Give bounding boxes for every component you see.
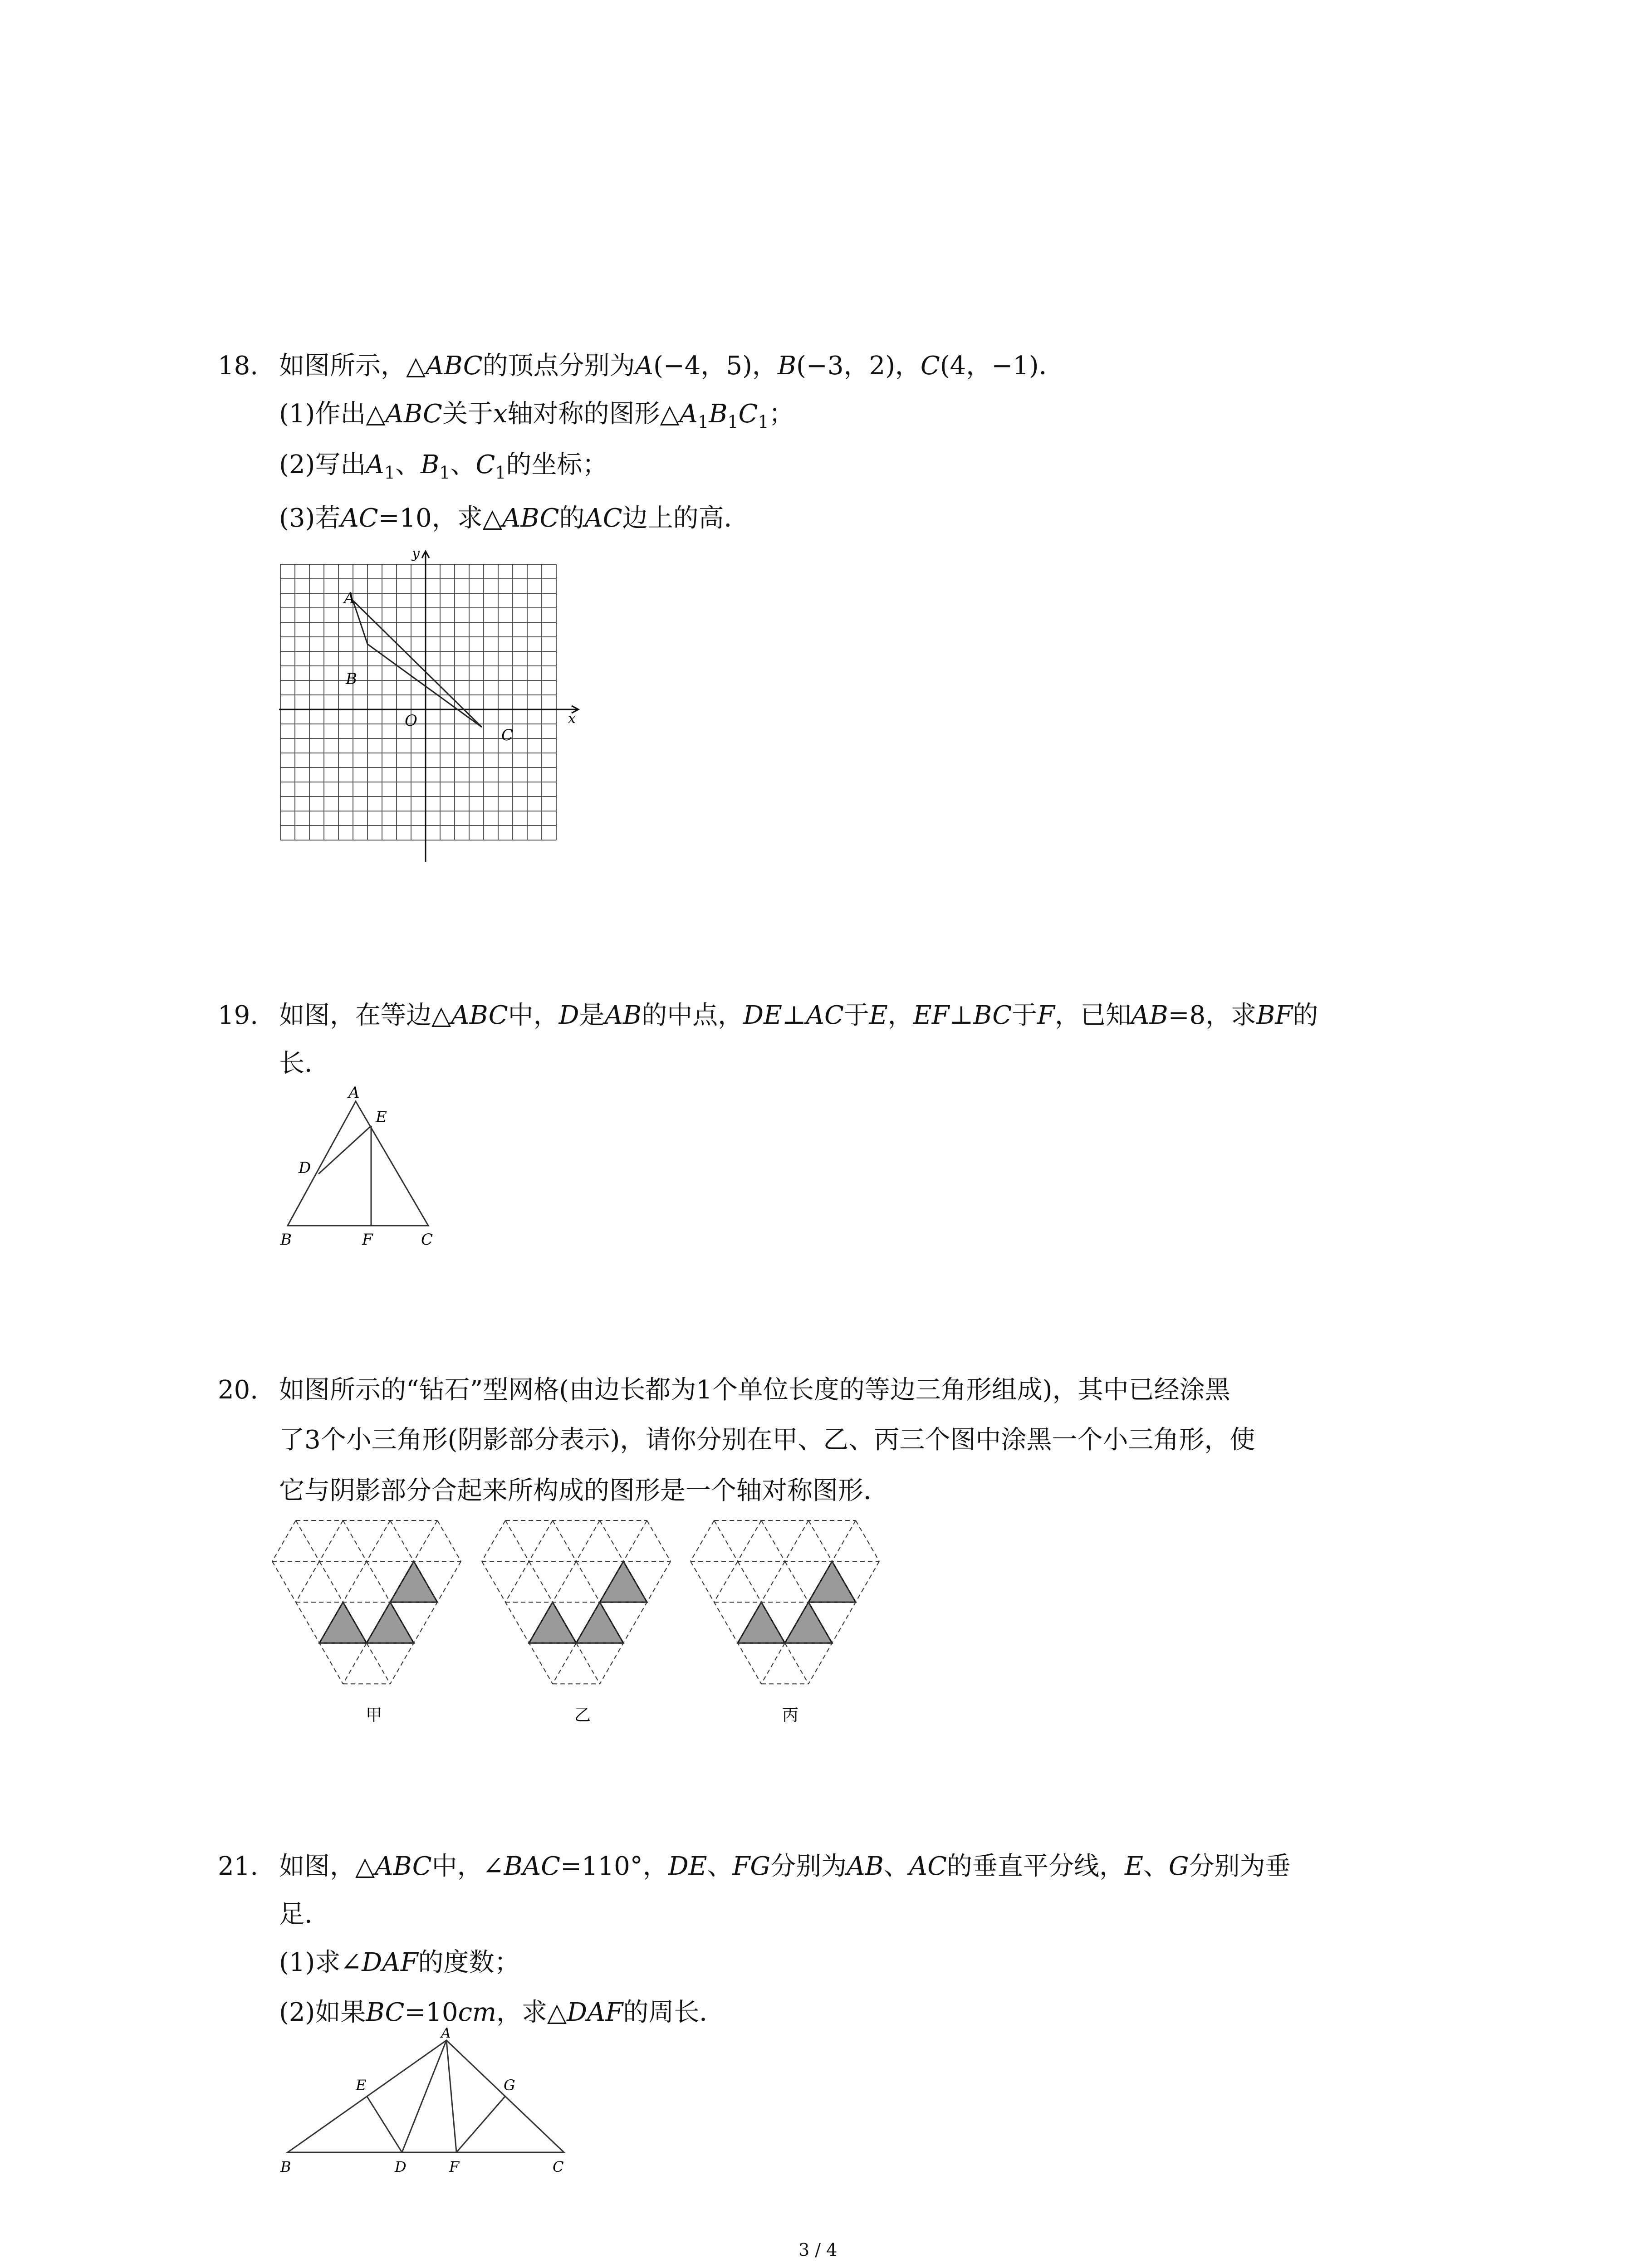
shaded-triangle-2-2 (785, 1602, 832, 1643)
q18-part2: (2)写出$A_1$、$B_1$、$C_1$的坐标； (279, 450, 608, 483)
q21-line1: 如图，△ABC中，∠BAC=110°，DE、FG分别为AB、AC的垂直平分线，E、G分别为垂 (279, 1852, 1291, 1881)
label-x: x (568, 711, 576, 727)
grid-dashed-line (367, 1561, 390, 1602)
label-F: F (449, 2158, 460, 2175)
segment-de (367, 2097, 402, 2152)
grid-dashed-line (738, 1561, 761, 1602)
grid-dashed-line (272, 1520, 296, 1561)
q18-part3: (3)若AC=10，求△ABC的AC边上的高． (279, 503, 749, 533)
grid-dashed-line (553, 1561, 576, 1602)
grid-dashed-line (367, 1520, 390, 1561)
page-number: 3 / 4 (798, 2240, 838, 2260)
q19-triangle-figure (268, 1080, 458, 1247)
grid-dashed-line (576, 1643, 600, 1684)
label-E: E (356, 2077, 367, 2094)
shaded-triangle-0-0 (390, 1561, 437, 1602)
grid-dashed-line (343, 1643, 367, 1684)
caption-jia: 甲 (366, 1706, 382, 1725)
grid-dashed-line (296, 1561, 319, 1602)
label-y: y (412, 546, 420, 562)
label-C: C (553, 2158, 564, 2175)
label-D: D (299, 1159, 311, 1177)
shaded-triangle-2-0 (808, 1561, 856, 1602)
grid-dashed-line (761, 1520, 785, 1561)
q21-number: 21. (218, 1852, 259, 1881)
label-B: B (346, 670, 357, 688)
grid-dashed-line (296, 1520, 319, 1561)
grid-dashed-line (600, 1520, 623, 1561)
grid-dashed-line (505, 1561, 529, 1602)
grid-dashed-line (529, 1561, 553, 1602)
q21-part2: (2)如果BC=10cm，求△DAF的周长． (279, 1998, 725, 2027)
grid-dashed-line (714, 1561, 738, 1602)
triangle-abc (288, 2040, 564, 2152)
grid-dashed-line (529, 1520, 553, 1561)
label-B: B (280, 2158, 291, 2175)
grid-dashed-line (785, 1643, 808, 1684)
q18-part1: (1)作出△ABC关于x轴对称的图形$\triangle A_1B_1C_1$； (279, 399, 794, 432)
grid-dashed-line (553, 1520, 576, 1561)
grid-dashed-line (576, 1561, 600, 1602)
label-E: E (376, 1108, 387, 1126)
coordinate-grid (280, 564, 556, 840)
grid-dashed-line (761, 1643, 785, 1684)
grid-dashed-line (343, 1561, 367, 1602)
label-B: B (280, 1231, 292, 1247)
label-C: C (501, 726, 514, 744)
caption-yi: 乙 (574, 1706, 591, 1725)
grid-dashed-line (576, 1520, 600, 1561)
q19-line1: 如图，在等边△ABC中，D是AB的中点，DE⊥AC于E，EF⊥BC于F，已知AB=8，求BF的 (279, 1001, 1318, 1030)
q18-coordinate-figure (272, 544, 590, 871)
q20-line2: 了3个小三角形(阴影部分表示)，请你分别在甲、乙、丙三个图中涂黑一个小三角形，使 (279, 1425, 1255, 1455)
grid-dashed-line (343, 1520, 367, 1561)
shaded-triangle-1-2 (576, 1602, 623, 1643)
q20-number: 20. (218, 1375, 259, 1405)
grid-dashed-line (785, 1520, 808, 1561)
segment-af (446, 2040, 456, 2152)
label-A: A (344, 589, 355, 607)
label-F: F (362, 1231, 373, 1247)
shaded-triangle-2-1 (738, 1602, 785, 1643)
grid-dashed-line (390, 1520, 414, 1561)
shaded-triangle-1-1 (529, 1602, 576, 1643)
segment-de (318, 1126, 371, 1174)
grid-dashed-line (808, 1520, 832, 1561)
q18-number: 18. (218, 351, 259, 381)
grid-dashed-line (856, 1520, 879, 1561)
grid-dashed-line (785, 1561, 808, 1602)
q21-line2: 足． (279, 1900, 330, 1929)
triangle-abc (353, 601, 482, 727)
label-C: C (421, 1231, 433, 1247)
label-origin: O (405, 712, 417, 730)
label-D: D (395, 2158, 407, 2175)
segment-fg (456, 2097, 505, 2152)
q20-line3: 它与阴影部分合起来所构成的图形是一个轴对称图形． (279, 1476, 889, 1505)
shaded-triangle-0-1 (319, 1602, 367, 1643)
grid-dashed-line (738, 1520, 761, 1561)
grid-dashed-line (832, 1520, 856, 1561)
grid-dashed-line (623, 1520, 647, 1561)
segment-ad (402, 2040, 446, 2152)
grid-dashed-line (367, 1643, 390, 1684)
grid-dashed-line (319, 1520, 343, 1561)
q21-triangle-figure (272, 2028, 581, 2182)
q20-line1: 如图所示的“钻石”型网格(由边长都为1个单位长度的等边三角形组成)，其中已经涂黑 (279, 1375, 1230, 1405)
grid-dashed-line (319, 1561, 343, 1602)
grid-dashed-line (437, 1520, 461, 1561)
grid-dashed-line (761, 1561, 785, 1602)
shaded-triangle-0-2 (367, 1602, 414, 1643)
grid-dashed-line (505, 1520, 529, 1561)
diamond-grid-group (272, 1520, 879, 1684)
grid-dashed-line (647, 1520, 671, 1561)
grid-dashed-line (691, 1520, 714, 1561)
grid-dashed-line (482, 1520, 505, 1561)
grid-dashed-line (553, 1643, 576, 1684)
q19-line2: 长． (279, 1049, 330, 1078)
q20-diamond-grids (272, 1510, 926, 1728)
label-A: A (348, 1084, 360, 1102)
q21-part1: (1)求∠DAF的度数； (279, 1948, 520, 1977)
grid-dashed-line (714, 1520, 738, 1561)
caption-bing: 丙 (782, 1706, 799, 1725)
label-G: G (504, 2077, 515, 2094)
shaded-triangle-1-0 (600, 1561, 647, 1602)
q18-stem: 如图所示，△ABC的顶点分别为A(−4，5)，B(−3，2)，C(4，−1)． (279, 351, 1064, 381)
q19-number: 19. (218, 1001, 259, 1030)
label-A: A (441, 2028, 451, 2041)
grid-dashed-line (414, 1520, 437, 1561)
